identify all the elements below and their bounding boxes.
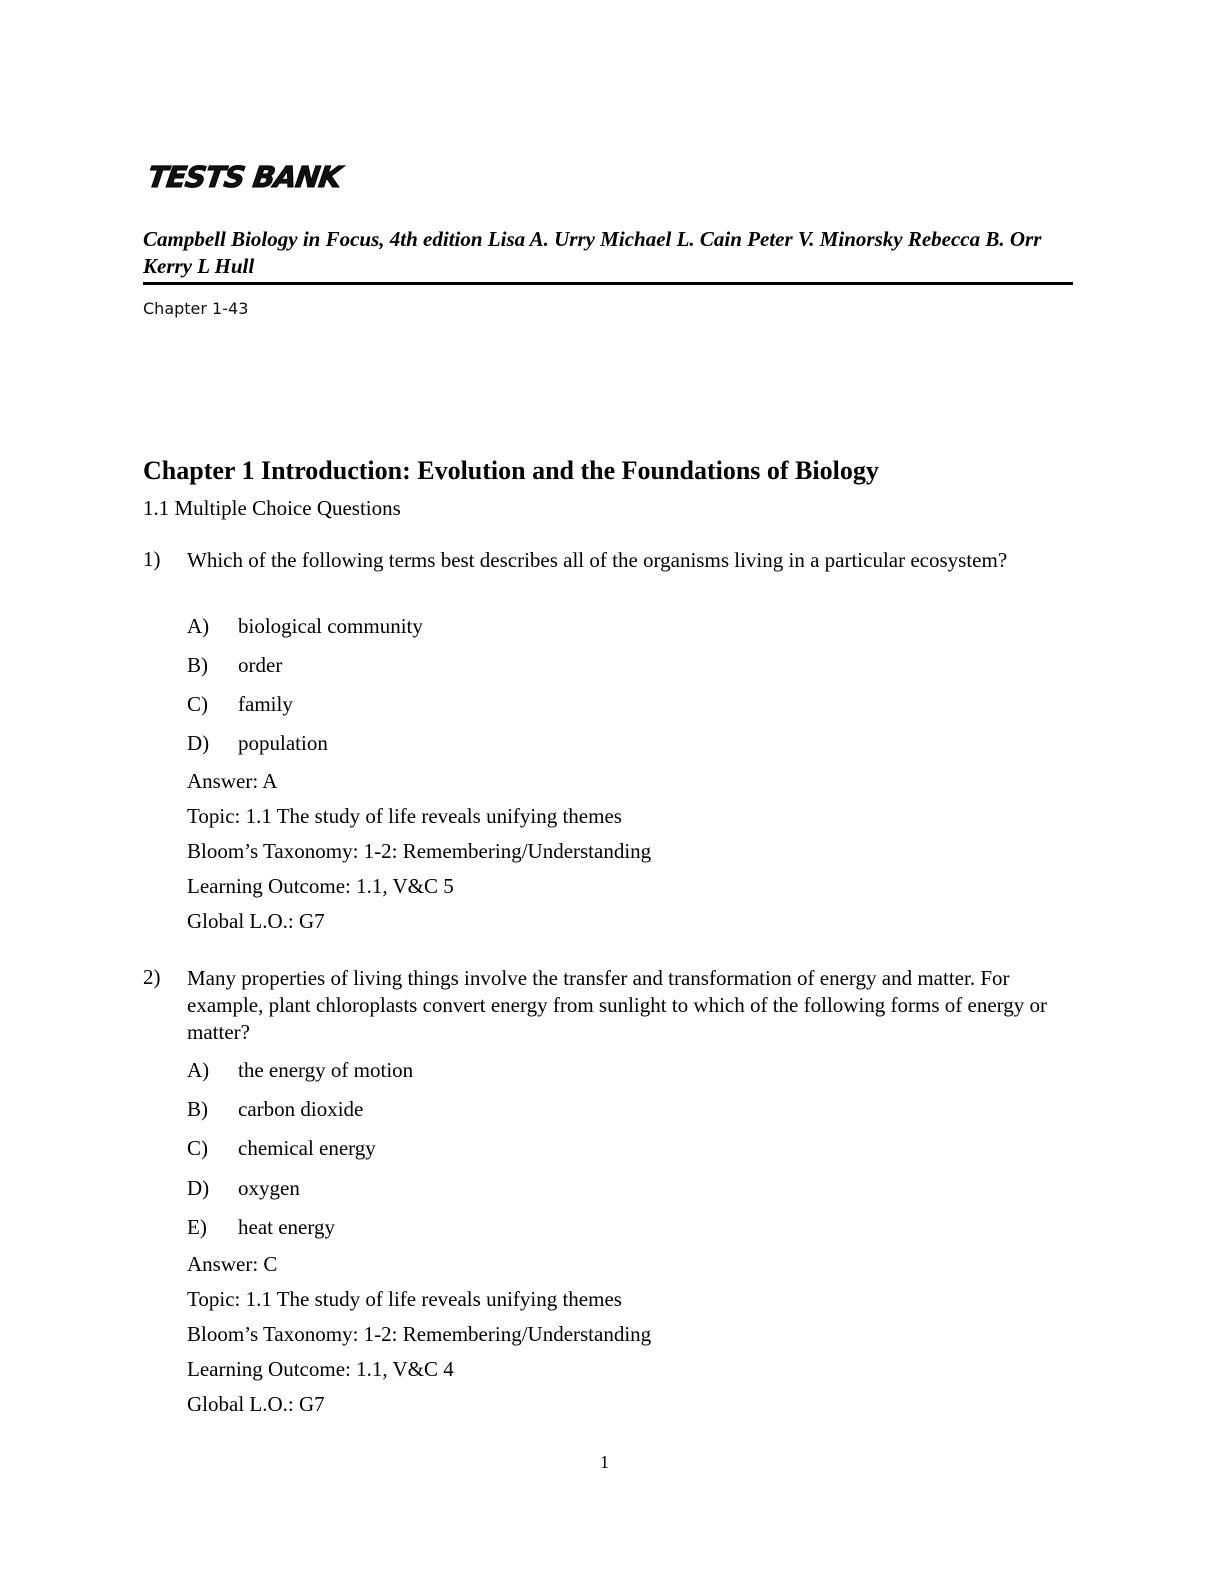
option-letter: B) <box>187 653 208 677</box>
question-number: 1) <box>143 547 161 571</box>
topic-line: Topic: 1.1 The study of life reveals unifying themes <box>187 1287 622 1311</box>
blooms-taxonomy-line: Bloom’s Taxonomy: 1-2: Remembering/Understanding <box>187 839 652 863</box>
answer-option <box>187 1136 376 1161</box>
option-letter: A) <box>187 1058 210 1082</box>
option-text: chemical energy <box>238 1136 376 1160</box>
option-text: oxygen <box>238 1176 300 1200</box>
answer-option <box>187 1176 300 1201</box>
section-title: 1.1 Multiple Choice Questions <box>143 496 401 520</box>
book-title: Campbell Biology in Focus, 4th edition Lisa A. Urry Michael L. Cain Peter V. Minorsky Rebecca B. Orr Kerry L Hull <box>143 227 1042 278</box>
option-text: family <box>238 692 293 716</box>
question-number: 2) <box>143 965 161 989</box>
option-letter: A) <box>187 614 210 638</box>
option-letter: C) <box>187 692 208 716</box>
option-letter: D) <box>187 1176 210 1200</box>
option-letter: C) <box>187 1136 208 1160</box>
page-number: 1 <box>600 1452 609 1472</box>
question-text: Which of the following terms best describes all of the organisms living in a particular ecosystem? <box>187 548 1008 572</box>
option-text: carbon dioxide <box>238 1097 364 1121</box>
answer-option <box>187 1058 413 1083</box>
option-letter: D) <box>187 731 210 755</box>
answer-key: Answer: C <box>187 1252 278 1276</box>
global-lo-line: Global L.O.: G7 <box>187 909 325 933</box>
answer-option <box>187 731 328 756</box>
option-text: biological community <box>238 614 423 638</box>
answer-option <box>187 1097 363 1122</box>
topic-line: Topic: 1.1 The study of life reveals unifying themes <box>187 804 622 828</box>
global-lo-line: Global L.O.: G7 <box>187 1392 325 1416</box>
learning-outcome-line: Learning Outcome: 1.1, V&C 5 <box>187 874 454 898</box>
chapter-range: Chapter 1-43 <box>143 299 249 318</box>
answer-option <box>187 653 282 678</box>
option-text: heat energy <box>238 1215 335 1239</box>
learning-outcome-line: Learning Outcome: 1.1, V&C 4 <box>187 1357 454 1381</box>
brand-title: TESTS BANK <box>145 160 343 194</box>
question-text: Many properties of living things involve the transfer and transformation of energy and matter. For example, plant chloroplasts convert energy from sunlight to which of the following forms of energy or matter? <box>187 966 1048 1044</box>
option-letter: E) <box>187 1215 207 1239</box>
answer-option <box>187 692 293 717</box>
blooms-taxonomy-line: Bloom’s Taxonomy: 1-2: Remembering/Understanding <box>187 1322 652 1346</box>
answer-option <box>187 614 423 639</box>
answer-option <box>187 1215 335 1240</box>
chapter-title: Chapter 1 Introduction: Evolution and the Foundations of Biology <box>143 456 879 485</box>
option-text: population <box>238 731 328 755</box>
option-text: order <box>238 653 283 677</box>
option-text: the energy of motion <box>238 1058 414 1082</box>
option-letter: B) <box>187 1097 208 1121</box>
answer-key: Answer: A <box>187 769 278 793</box>
header-divider <box>143 282 1073 285</box>
